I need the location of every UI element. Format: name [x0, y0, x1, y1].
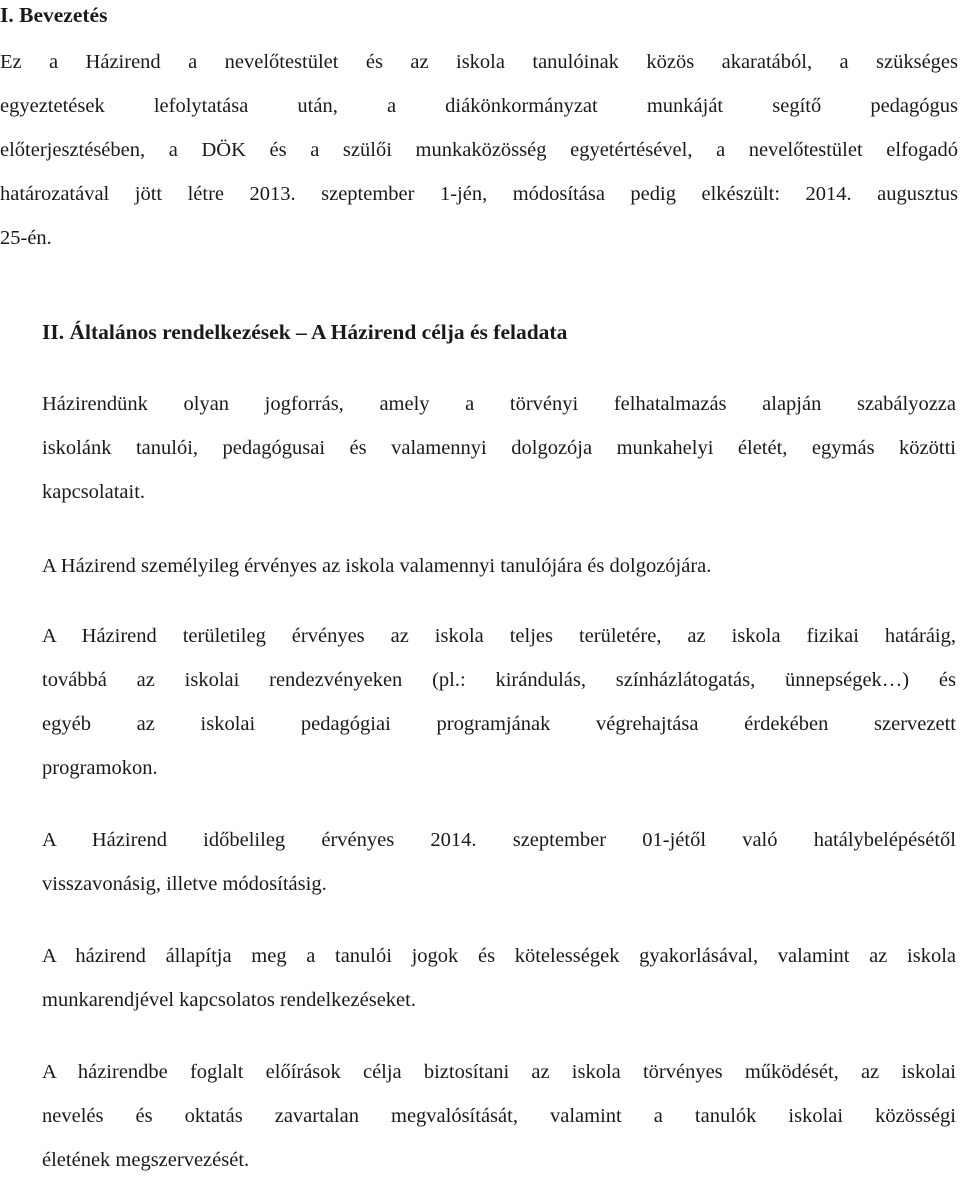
paragraph-line: programokon.	[42, 757, 158, 779]
section-2-paragraph-1	[42, 382, 956, 514]
paragraph-line: munkarendjével kapcsolatos rendelkezéseket.	[42, 989, 416, 1011]
section-2-paragraph-6	[42, 1050, 956, 1182]
paragraph-line: visszavonásig, illetve módosításig.	[42, 873, 327, 895]
paragraph-line: továbbá az iskolai rendezvényeken (pl.: kirándulás, színházlátogatás, ünnepségek…) és	[42, 669, 956, 691]
paragraph-line: A Házirend személyileg érvényes az iskola valamennyi tanulójára és dolgozójára.	[42, 555, 712, 577]
paragraph-line: A házirend állapítja meg a tanulói jogok és kötelességek gyakorlásával, valamint az iskola	[42, 945, 956, 967]
paragraph-line: Ez a Házirend a nevelőtestület és az iskola tanulóinak közös akaratából, a szükséges	[0, 51, 958, 73]
paragraph-line: határozatával jött létre 2013. szeptember 1-jén, módosítása pedig elkészült: 2014. augusztus	[0, 183, 958, 205]
paragraph-line: 25-én.	[0, 227, 52, 249]
paragraph-line: Házirendünk olyan jogforrás, amely a törvényi felhatalmazás alapján szabályozza	[42, 393, 956, 415]
paragraph-line: iskolánk tanulói, pedagógusai és valamennyi dolgozója munkahelyi életét, egymás közötti	[42, 437, 956, 459]
paragraph-line: A Házirend területileg érvényes az iskola teljes területére, az iskola fizikai határáig,	[42, 625, 956, 647]
section-2-paragraph-3	[42, 614, 956, 790]
section-2-heading: II. Általános rendelkezések – A Házirend célja és feladata	[42, 320, 568, 344]
section-2-paragraph-5	[42, 934, 956, 1022]
paragraph-line: kapcsolatait.	[42, 481, 146, 503]
paragraph-line: A Házirend időbelileg érvényes 2014. szeptember 01-jétől való hatálybelépésétől	[42, 829, 956, 851]
paragraph-line: A házirendbe foglalt előírások célja biztosítani az iskola törvényes működését, az iskolai	[42, 1061, 956, 1083]
paragraph-line: előterjesztésében, a DÖK és a szülői munkaközösség egyetértésével, a nevelőtestület elfogadó	[0, 139, 958, 161]
paragraph-line: egyéb az iskolai pedagógiai programjának végrehajtása érdekében szervezett	[42, 713, 956, 735]
paragraph-line: életének megszervezését.	[42, 1149, 250, 1171]
paragraph-line: egyeztetések lefolytatása után, a diákönkormányzat munkáját segítő pedagógus	[0, 95, 958, 117]
paragraph-line: nevelés és oktatás zavartalan megvalósítását, valamint a tanulók iskolai közösségi	[42, 1105, 956, 1127]
section-1-paragraph	[0, 40, 958, 260]
section-1-heading: I. Bevezetés	[0, 3, 108, 27]
section-2-paragraph-4	[42, 818, 956, 906]
section-2-paragraph-2	[42, 544, 956, 588]
